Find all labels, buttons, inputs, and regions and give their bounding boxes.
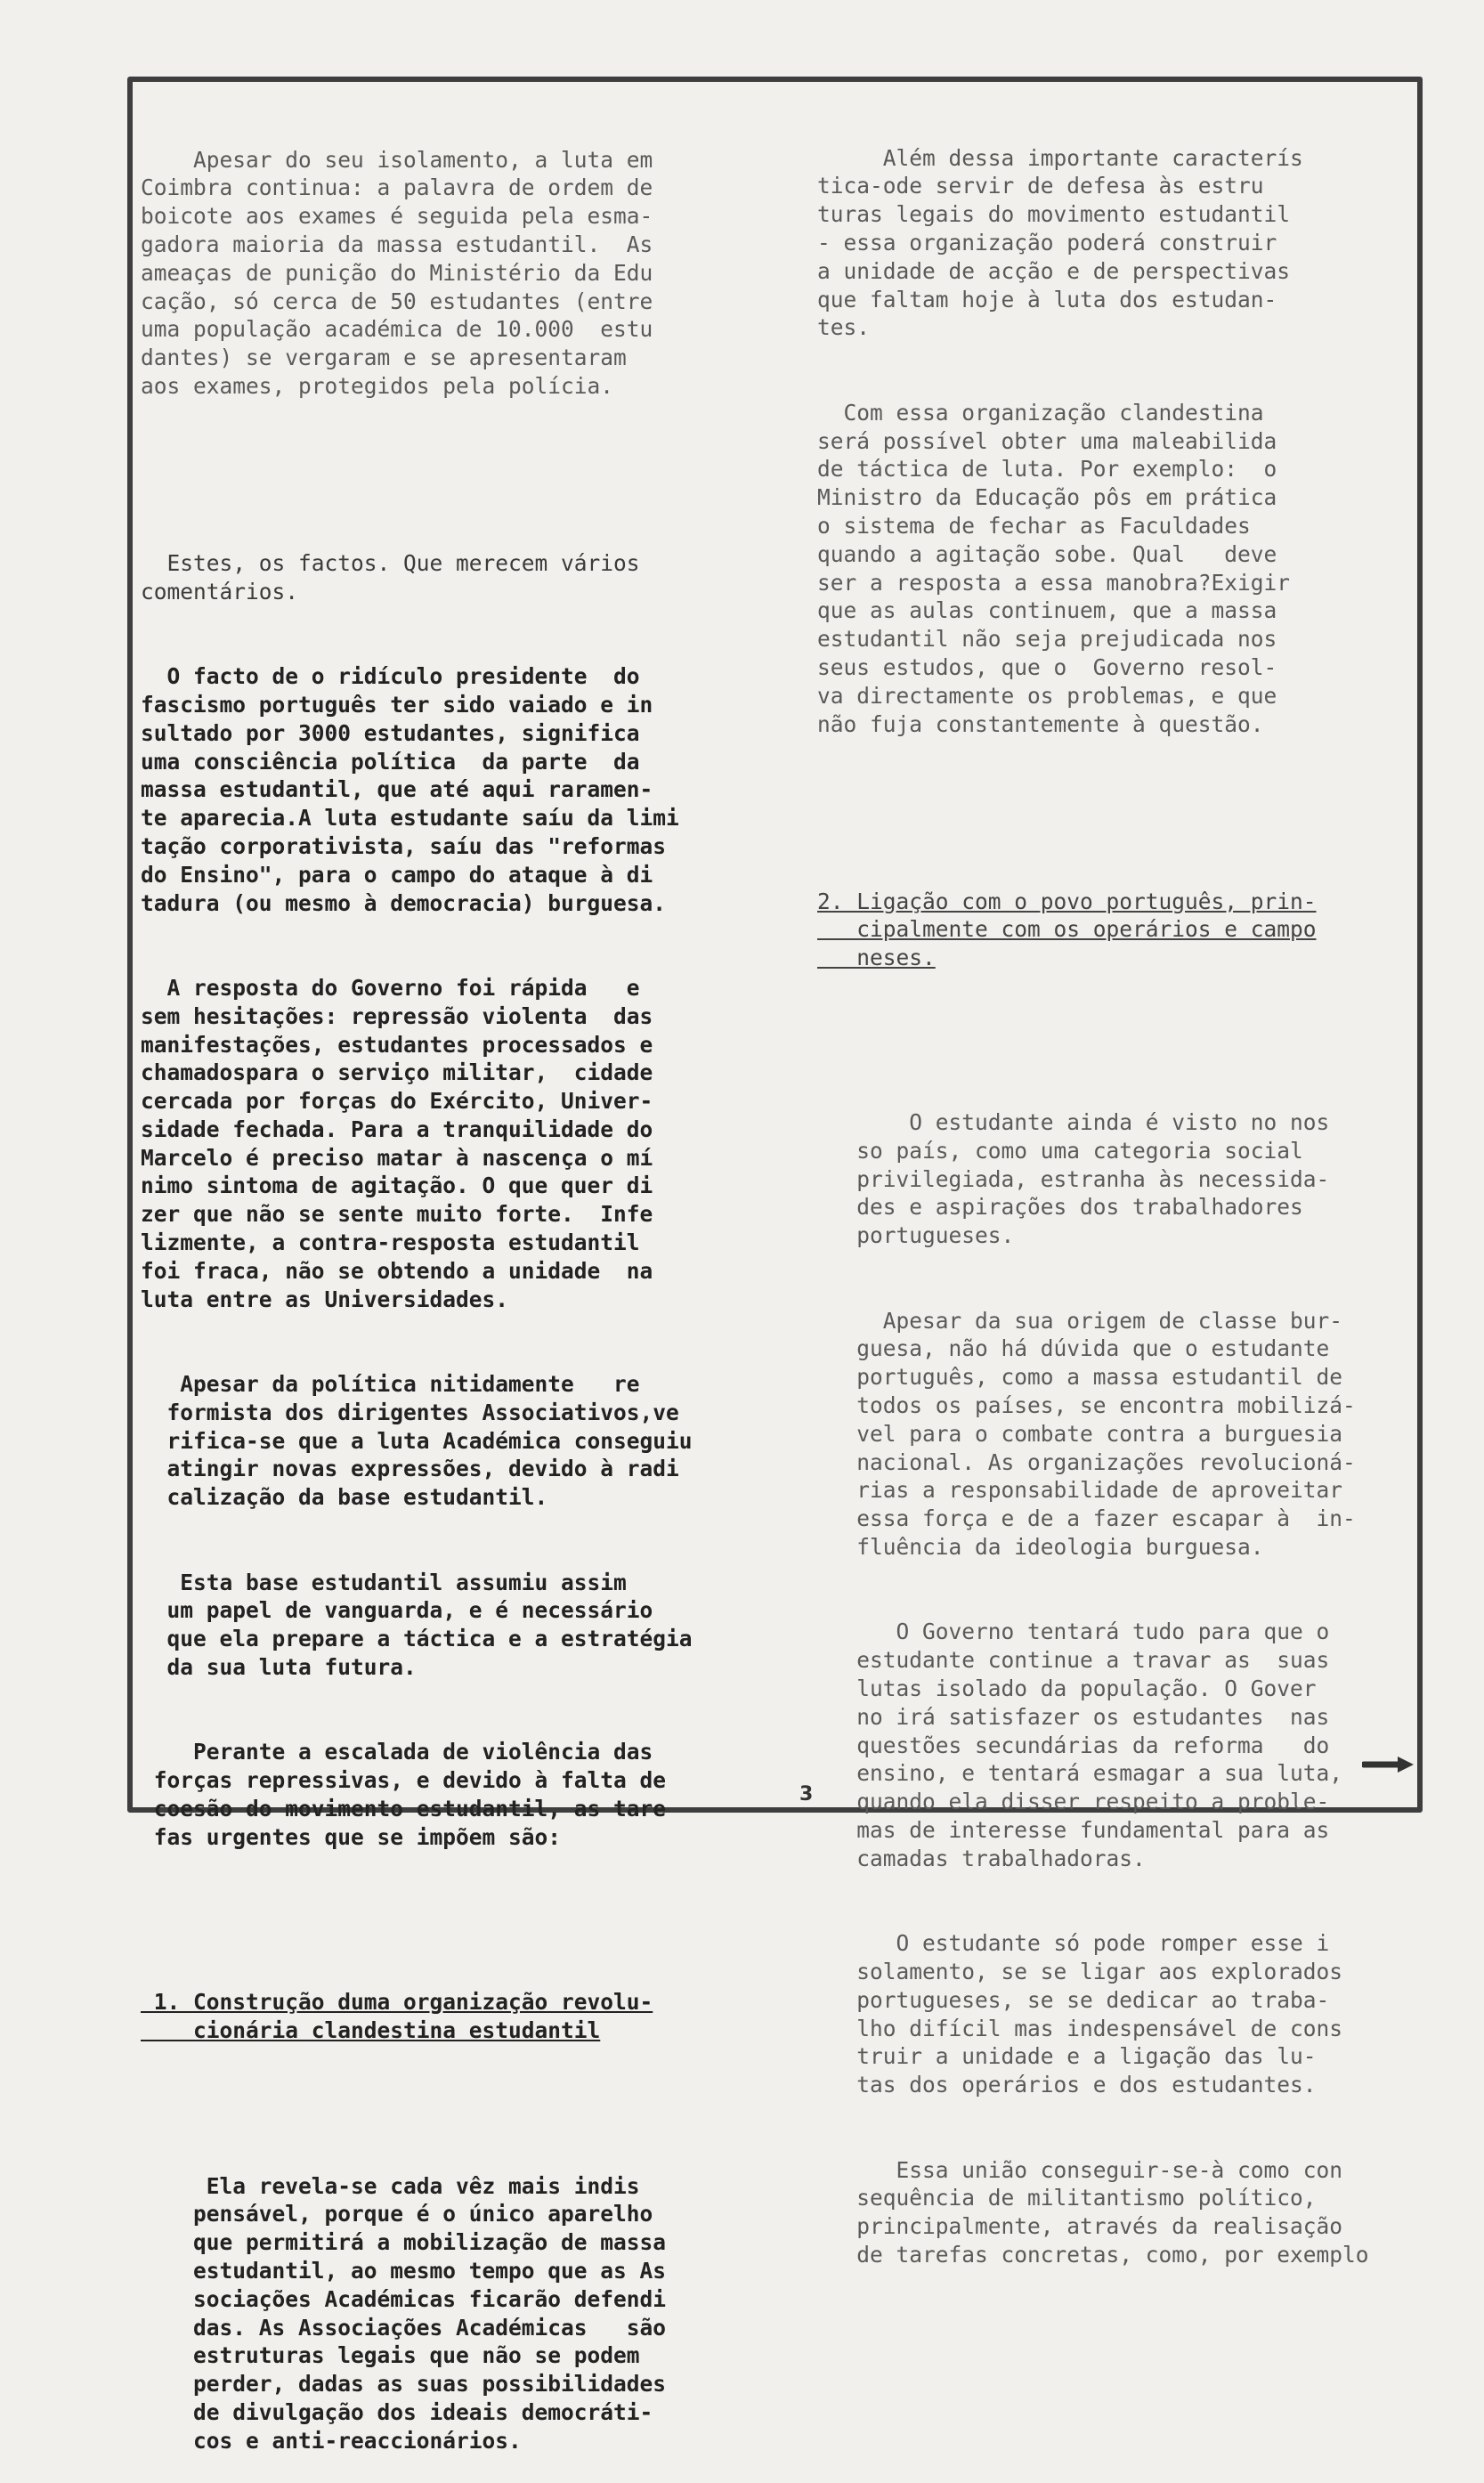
paragraph: Ela revela-se cada vêz mais indis pensável, porque é o único aparelho que permitirá a mobilização de massa estudantil, ao mesmo tempo que as As sociações Académicas ficarão defendi das. As Associações Académicas são estruturas legais que não se podem perder, dadas as suas possibilidades de divulgação dos ideais democráti- cos e anti-reaccionários. [193,2172,667,2454]
paragraph: Esta base estudantil assumiu assim um papel de vanguarda, e é necessário que ela prepare a táctica e a estratégia da sua luta futura. [166,1569,693,1681]
left-column [141,89,755,2483]
paragraph: O facto de o ridículo presidente do fascismo português ter sido vaiado e in sultado por 3000 estudantes, significa uma consciência política da parte da massa estudantil, que até aqui raramen- te aparecia.A luta estudante saíu da limi tação corporativista, saíu das "reformas do Ensino", para o campo do ataque à di tadura (ou mesmo à democracia) burguesa. [141,663,679,916]
paragraph: Apesar da política nitidamente re formista dos dirigentes Associativos,ve rifica-se que a luta Académica conseguiu atingir novas expressões, devido à radi calização da base estudantil. [166,1371,693,1511]
section-heading: 2. Ligação com o povo português, prin- cipalmente com os operários e campo neses. [817,888,1317,971]
paragraph: Apesar do seu isolamento, a luta em Coimbra continua: a palavra de ordem de boicote aos exames é seguida pela esma- gadora maioria da massa estudantil. As ameaças de punição do Ministério da Edu cação, só cerca de 50 estudantes (entre uma população académica de 10.000 estu dantes) se vergaram e se apresentaram aos exames, protegidos pela polícia. [141,146,653,399]
paragraph: O estudante só pode romper esse i solamento, se se ligar aos explorados portugueses, se se dedicar ao traba- lho difícil mas indespensável de cons truir a unidade e a ligação das lu- tas dos operários e dos estudantes. [856,1930,1343,2098]
section-heading: 1. Construção duma organização revolu- cionária clandestina estudantil [153,1988,653,2043]
paragraph: Estes, os factos. Que merecem vários comentários. [141,549,640,605]
paragraph: O Governo tentará tudo para que o estudante continue a travar as suas lutas isolado da população. O Gover no irá satisfazer os estudantes nas questões secundárias da reforma do ensino, e tentará esmagar a sua luta, quando ela disser respeito a proble- mas de interesse fundamental para as camadas trabalhadoras. [856,1619,1343,1871]
paragraph: Apesar da sua origem de classe bur- guesa, não há dúvida que o estudante português, como a massa estudantil de todos os países, se encontra mobilizá- vel para o combate contra a burguesia nacional. As organizações revolucioná- rias a responsabilidade de aproveitar essa força e de a fazer escapar à in- fluência da ideologia burguesa. [856,1307,1356,1561]
right-column [817,87,1431,2298]
paragraph: Com essa organização clandestina será possível obter uma maleabilida de táctica de luta. Por exemplo: o Ministro da Educação pôs em prática o sistema de fechar as Faculdades quando a agitação sobe. Qual deve ser a resposta a essa manobra?Exigir que as aulas continuem, que a massa estudantil não seja prejudicada nos seus estudos, que o Governo resol- va directamente os problemas, e que não fuja constantemente à questão. [817,399,1291,737]
paragraph: O estudante ainda é visto no nos so país, como uma categoria social privilegiada, estranha às necessida- des e aspirações dos trabalhadores portugueses. [856,1109,1330,1249]
paragraph: Perante a escalada de violência das forças repressivas, e devido à falta de coesão do movimento estudantil, as tare fas urgentes que se impõem são: [153,1739,667,1850]
paragraph: Essa união conseguir-se-à como con sequência de militantismo político, principalmente, através da realisação de tarefas concretas, como, por exemplo [856,2156,1369,2268]
arrow-right-icon [1362,1754,1417,1775]
paragraph: Além dessa importante caracterís tica-ode servir de defesa às estru turas legais do movimento estudantil - essa organização poderá construir a unidade de acção e de perspectivas que faltam hoje à luta dos estudan- tes. [817,144,1303,341]
paragraph: A resposta do Governo foi rápida e sem hesitações: repressão violenta das manifestações, estudantes processados e chamadospara o serviço militar, cidade cercada por forças do Exército, Univer- sidade fechada. Para a tranquilidade do Marcelo é preciso matar à nascença o mí nimo sintoma de agitação. O que quer di zer que não se sente muito forte. Infe lizmente, a contra-resposta estudantil foi fraca, não se obtendo a unidade na luta entre as Universidades. [141,974,653,1312]
page-number: 3 [799,1783,814,1805]
